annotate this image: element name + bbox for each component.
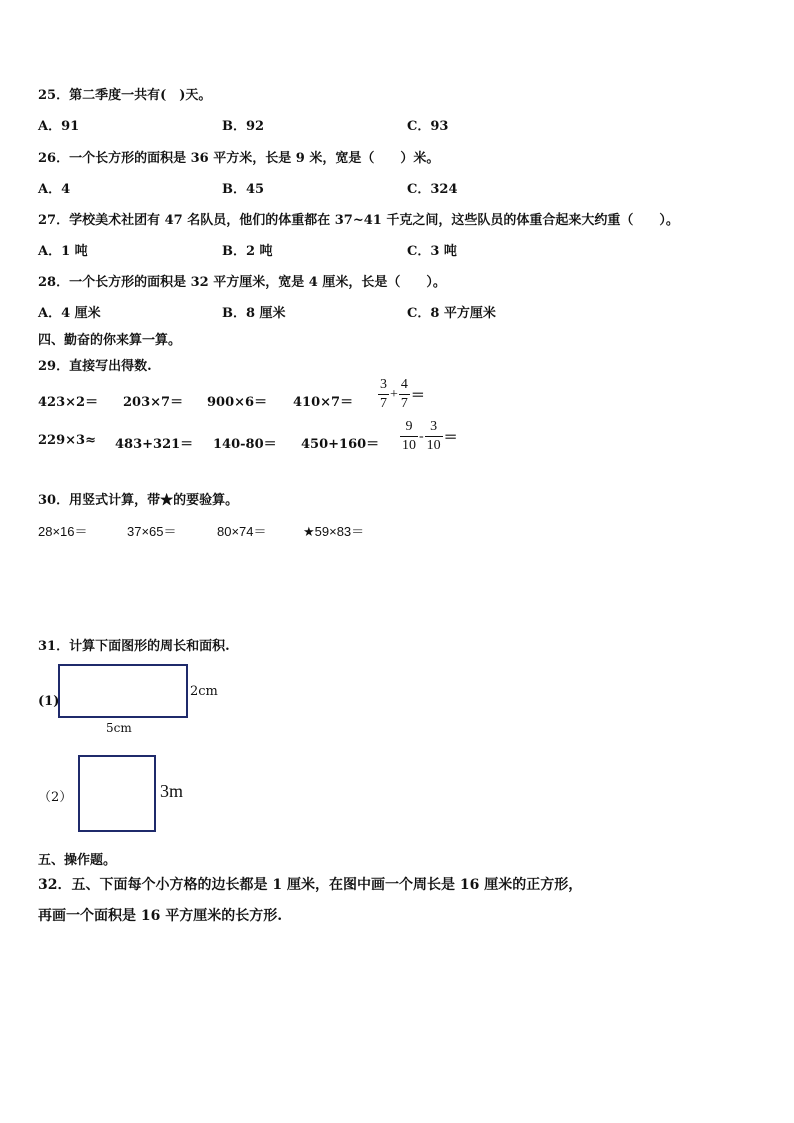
operator: +	[390, 386, 398, 402]
q29-item-5: 229×3≈	[38, 433, 96, 448]
q30-item-4: ★59×83＝	[303, 524, 365, 539]
q29-fraction-expr-1	[378, 378, 426, 411]
q30-stem: 30．用竖式计算，带★的要验算。	[38, 493, 239, 508]
denominator: 10	[426, 438, 441, 453]
q29-item-4: 410×7＝	[293, 395, 354, 410]
q27-option-b: B．2 吨	[222, 244, 273, 259]
q28-option-b: B．8 厘米	[222, 306, 286, 321]
section-5-heading: 五、操作题。	[38, 853, 117, 868]
denominator: 7	[400, 396, 408, 411]
denominator: 10	[402, 438, 416, 453]
q27-option-c: C．3 吨	[407, 244, 457, 259]
numerator: 3	[425, 420, 443, 437]
q27-stem: 27．学校美术社团有 47 名队员，他们的体重都在 37~41 千克之间，这些队员的体重合起来大约重（ ）。	[38, 213, 679, 228]
figure-1-label: (1)	[38, 694, 60, 709]
q29-item-1: 423×2＝	[38, 395, 99, 410]
q27-option-a: A．1 吨	[38, 244, 88, 259]
figure-2-label: （2）	[38, 790, 73, 805]
q25-stem: 25．第二季度一共有( )天。	[38, 88, 212, 103]
numerator: 4	[399, 378, 410, 395]
equals: ＝	[410, 388, 425, 404]
q32-line-2: 再画一个面积是 16 平方厘米的长方形.	[38, 908, 283, 924]
q30-item-3: 80×74＝	[217, 524, 267, 539]
q30-item-2: 37×65＝	[127, 524, 177, 539]
q29-item-8: 450+160＝	[301, 437, 380, 452]
q29-item-2: 203×7＝	[123, 395, 184, 410]
fraction	[399, 378, 410, 411]
q28-stem: 28．一个长方形的面积是 32 平方厘米，宽是 4 厘米，长是（ ）。	[38, 275, 446, 290]
rectangle-figure	[58, 664, 188, 718]
q26-option-b: B．45	[222, 182, 265, 197]
operator: -	[419, 428, 424, 444]
q26-option-a: A．4	[38, 182, 71, 197]
q26-option-c: C．324	[407, 182, 458, 197]
rectangle-width-label: 5cm	[106, 721, 132, 735]
q31-stem: 31．计算下面图形的周长和面积.	[38, 639, 230, 654]
q28-option-c: C．8 平方厘米	[407, 306, 496, 321]
q29-item-3: 900×6＝	[207, 395, 268, 410]
q25-option-c: C．93	[407, 119, 449, 134]
fraction	[400, 420, 418, 453]
fraction	[425, 420, 443, 453]
denominator: 7	[380, 396, 387, 411]
square-figure	[78, 755, 156, 832]
fraction	[378, 378, 389, 411]
section-4-heading: 四、勤奋的你来算一算。	[38, 333, 182, 348]
numerator: 3	[378, 378, 389, 395]
numerator: 9	[400, 420, 418, 437]
q32-line-1: 32．五、下面每个小方格的边长都是 1 厘米，在图中画一个周长是 16 厘米的正方形，	[38, 877, 583, 893]
q29-stem: 29．直接写出得数.	[38, 359, 152, 374]
q30-item-1: 28×16＝	[38, 524, 88, 539]
q25-option-b: B．92	[222, 119, 265, 134]
q28-option-a: A．4 厘米	[38, 306, 101, 321]
q26-stem: 26．一个长方形的面积是 36 平方米，长是 9 米，宽是（ ）米。	[38, 151, 440, 166]
q29-item-6: 483+321＝	[115, 437, 194, 452]
q29-item-7: 140-80＝	[213, 437, 277, 452]
square-side-label: 3m	[160, 781, 184, 801]
q25-option-a: A．91	[38, 119, 80, 134]
q29-fraction-expr-2	[400, 420, 459, 453]
equals: ＝	[443, 430, 458, 446]
rectangle-height-label: 2cm	[190, 684, 218, 699]
